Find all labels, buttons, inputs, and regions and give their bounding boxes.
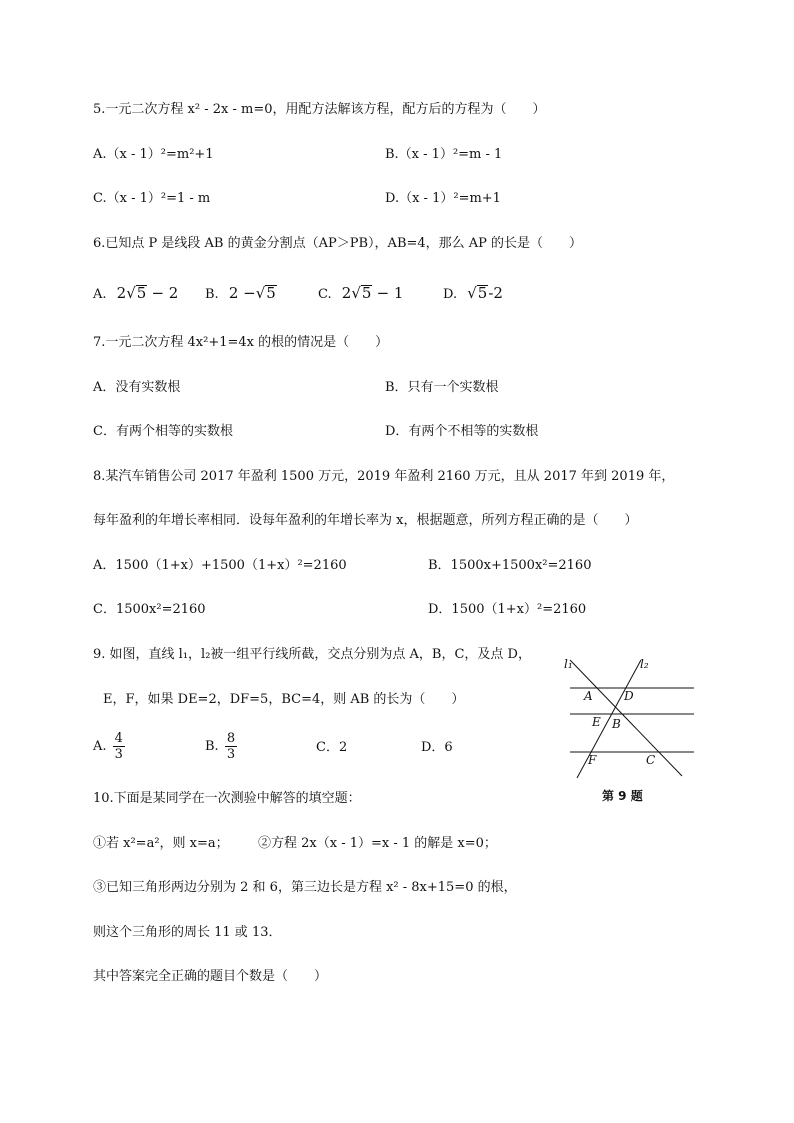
fraction: $\frac{8}{3}$ [226, 731, 236, 762]
q9-option-a: A. $\frac{4}{3}$ [93, 731, 123, 762]
q10-stem: 10.下面是某同学在一次测验中解答的填空题： [93, 791, 361, 806]
sqrt-symbol: √5 [255, 284, 276, 302]
q6-option-c: C. 2√5 − 1 [318, 284, 404, 302]
q8-stem-line1: 8.某汽车销售公司 2017 年盈利 1500 万元，2019 年盈利 2160 万元，且从 2017 年到 2019 年， [93, 469, 675, 484]
sqrt-symbol: √5 [351, 284, 372, 302]
q7-option-b: B．只有一个实数根 [385, 380, 499, 395]
q5-option-b: B.（x - 1）²=m - 1 [385, 147, 503, 162]
q7-stem: 7.一元二次方程 4x²+1=4x 的根的情况是（ ） [93, 335, 389, 350]
point-c-label: C [646, 753, 656, 767]
q9-stem-line2: E，F，如果 DE=2，DF=5，BC=4，则 AB 的长为（ ） [103, 692, 465, 707]
q10-item-1: ①若 x²=a²，则 x=a； [93, 836, 229, 851]
q8-option-c: C．1500x²=2160 [93, 602, 206, 617]
q8-option-b: B．1500x+1500x²=2160 [428, 558, 592, 573]
q7-option-a: A．没有实数根 [93, 380, 181, 395]
l1-label: l₁ [564, 657, 573, 671]
point-b-label: B [612, 717, 621, 731]
line-l1 [570, 660, 682, 776]
q10-item-2: ②方程 2x（x - 1）=x - 1 的解是 x=0； [258, 836, 497, 851]
q10-item-3-continued: 则这个三角形的周长 11 或 13． [93, 925, 282, 940]
q9-option-b: B. $\frac{8}{3}$ [205, 731, 236, 762]
q7-option-c: C．有两个相等的实数根 [93, 424, 233, 439]
q5-option-c: C.（x - 1）²=1 - m [93, 191, 211, 206]
q5-option-d: D.（x - 1）²=m+1 [385, 191, 501, 206]
q6-option-b: B. 2 −√5 [205, 284, 276, 302]
q8-option-a: A．1500（1+x）+1500（1+x）²=2160 [93, 558, 347, 573]
q7-option-d: D．有两个不相等的实数根 [385, 424, 539, 439]
q6-option-a: A. 2√5 − 2 [93, 284, 179, 302]
q6-option-d: D. √5-2 [443, 284, 503, 302]
q9-option-d: D．6 [421, 740, 453, 755]
point-e-label: E [592, 715, 601, 729]
point-d-label: D [624, 689, 634, 703]
figure-caption: 第 9 题 [602, 789, 643, 803]
q8-option-d: D．1500（1+x）²=2160 [428, 602, 587, 617]
q6-stem: 6.已知点 P 是线段 AB 的黄金分割点（AP＞PB），AB=4，那么 AP 的长是（ ） [93, 236, 583, 251]
q10-question: 其中答案完全正确的题目个数是（ ） [93, 969, 328, 984]
q5-option-a: A.（x - 1）²=m²+1 [93, 147, 214, 162]
point-a-label: A [584, 689, 593, 703]
point-f-label: F [588, 753, 597, 767]
sqrt-symbol: √5 [467, 284, 488, 302]
fraction: $\frac{4}{3}$ [114, 731, 123, 762]
q10-item-3: ③已知三角形两边分别为 2 和 6，第三边长是方程 x² - 8x+15=0 的根， [93, 880, 517, 895]
q9-option-c: C．2 [316, 740, 348, 755]
q9-stem-line1: 9. 如图，直线 l₁，l₂被一组平行线所截，交点分别为点 A，B，C，及点 D， [93, 647, 531, 662]
q5-stem: 5.一元二次方程 x² - 2x - m=0，用配方法解该方程，配方后的方程为（ ） [93, 102, 546, 117]
q8-stem-line2: 每年盈利的年增长率相同．设每年盈利的年增长率为 x，根据题意，所列方程正确的是（ ） [93, 513, 638, 528]
sqrt-symbol: √5 [126, 284, 147, 302]
l2-label: l₂ [640, 657, 649, 671]
q9-geometry-figure [560, 652, 700, 812]
